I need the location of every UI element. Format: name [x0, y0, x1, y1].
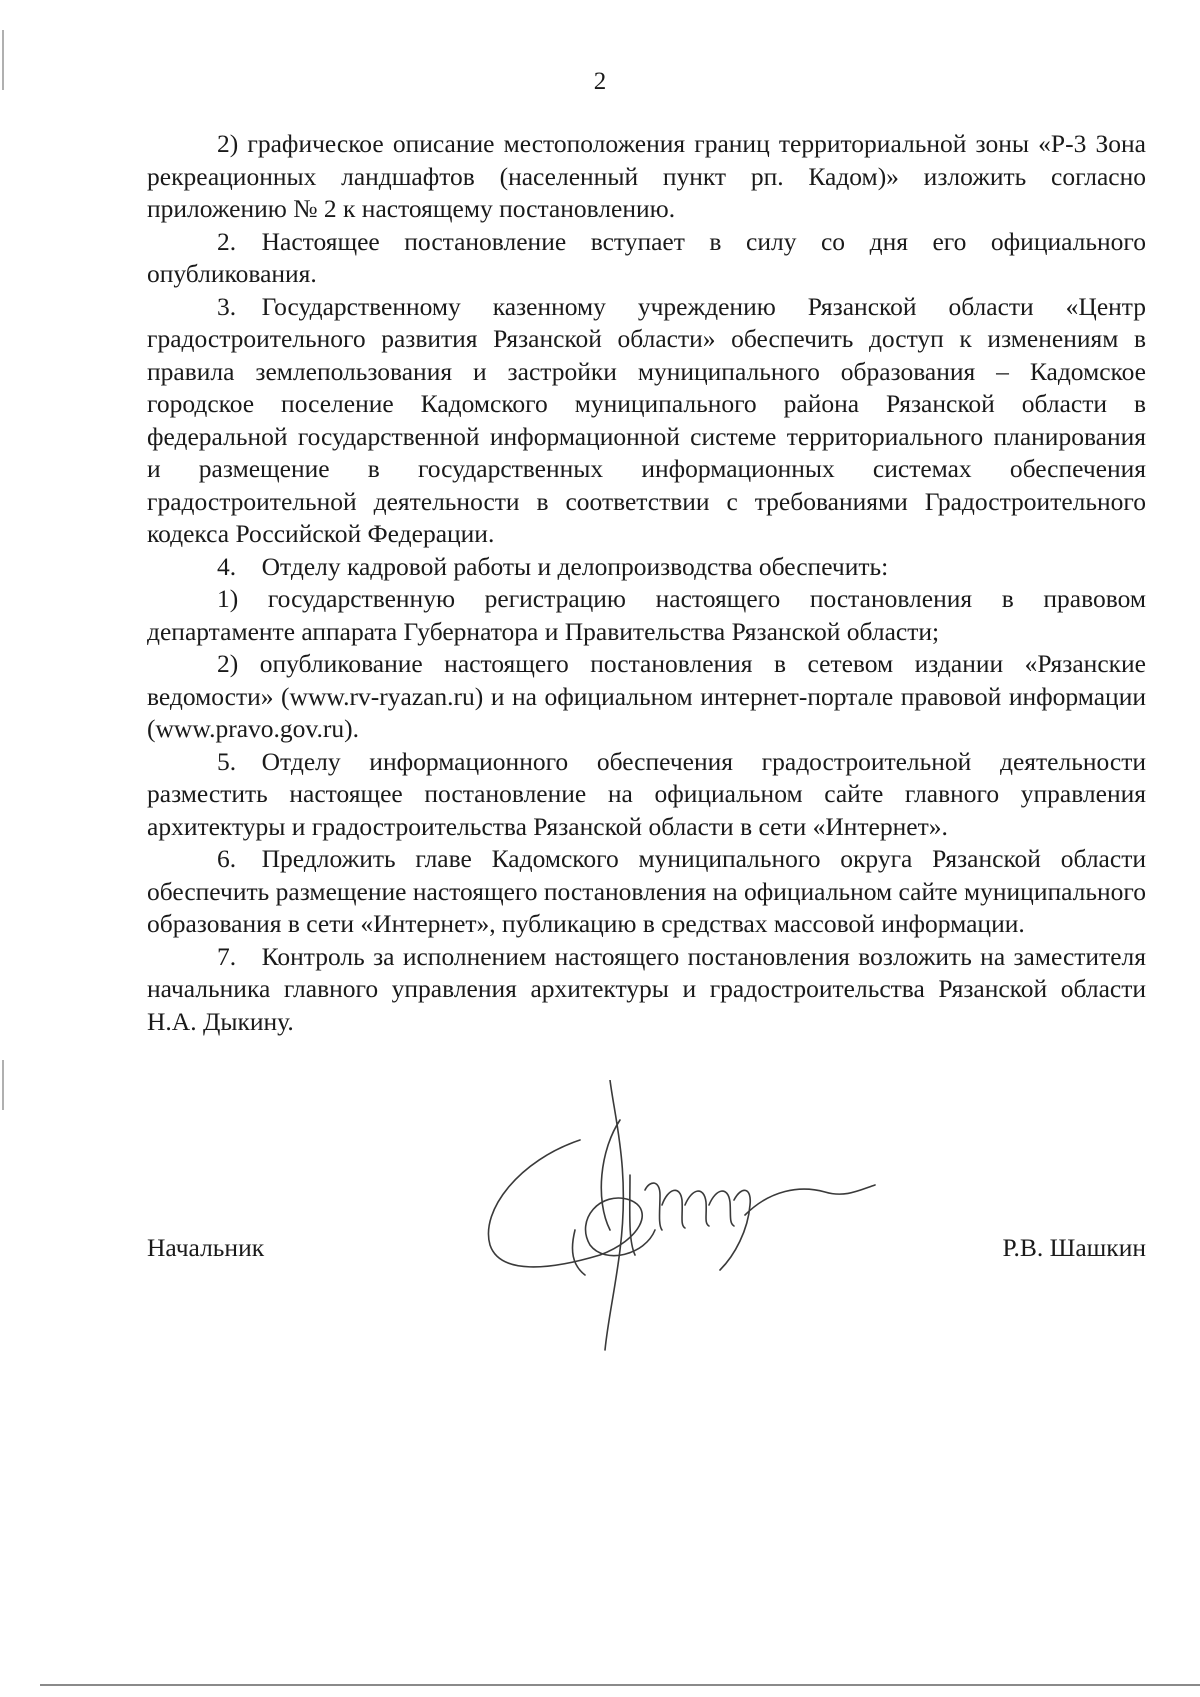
scan-edge-mark: [2, 30, 4, 90]
handwritten-signature: [480, 1080, 900, 1360]
signature-block: [147, 1232, 1146, 1272]
scan-edge-mark: [2, 1060, 4, 1110]
paragraph-4-1-registration: 1) государственную регистрацию настоящего постановления в правовом департаменте аппарата Губернатора и Правительства Рязанской области;: [147, 584, 1146, 646]
scan-bottom-edge: [40, 1684, 1200, 1686]
page-number: 2: [593, 68, 607, 95]
paragraph-1-2-graphic-description: 2) графическое описание местоположения границ территориальной зоны «Р-3 Зона рекреационных ландшафтов (населенный пункт рп. Кадом)» изложить согласно приложению № 2 к настоящему постановлению.: [147, 129, 1146, 223]
paragraph-7-control: 7. Контроль за исполнением настоящего постановления возложить на заместителя начальника главного управления архитектуры и градостроительства Рязанской области Н.А. Дыкину.: [147, 941, 1146, 1036]
paragraph-2-effective-date: 2. Настоящее постановление вступает в силу со дня его официального опубликования.: [147, 226, 1146, 288]
paragraph-3-access-provision: 3. Государственному казенному учреждению Рязанской области «Центр градостроительного развития Рязанской области» обеспечить доступ к изменениям в правила землепользования и застройки муниципального образования – Кадомское городское поселение Кадомского муниципального района Рязанской области в федеральной государственной информационной системе территориального планирования и размещение в государственных информационных системах обеспечения градостроительной деятельности в соответствии с требованиями Градостроительного кодекса Российской Федерации.: [147, 291, 1146, 548]
paragraph-4-records-department: 4. Отделу кадровой работы и делопроизводства обеспечить:: [217, 551, 889, 581]
document-body: [147, 128, 1146, 1038]
paragraph-6-municipal-posting: 6. Предложить главе Кадомского муниципального округа Рязанской области обеспечить размещение настоящего постановления на официальном сайте муниципального образования в сети «Интернет», публикацию в средствах массовой информации.: [147, 844, 1146, 938]
paragraph-4-2-publication: 2) опубликование настоящего постановления в сетевом издании «Рязанские ведомости» (www.rv-ryazan.ru) и на официальном интернет-портале правовой информации (www.pravo.gov.ru).: [147, 649, 1146, 743]
signer-position: Начальник: [147, 1233, 265, 1262]
signer-name: Р.В. Шашкин: [1002, 1233, 1146, 1262]
paragraph-5-website-posting: 5. Отделу информационного обеспечения градостроительной деятельности разместить настоящее постановление на официальном сайте главного управления архитектуры и градостроительства Рязанской области в сети «Интернет».: [147, 746, 1146, 841]
